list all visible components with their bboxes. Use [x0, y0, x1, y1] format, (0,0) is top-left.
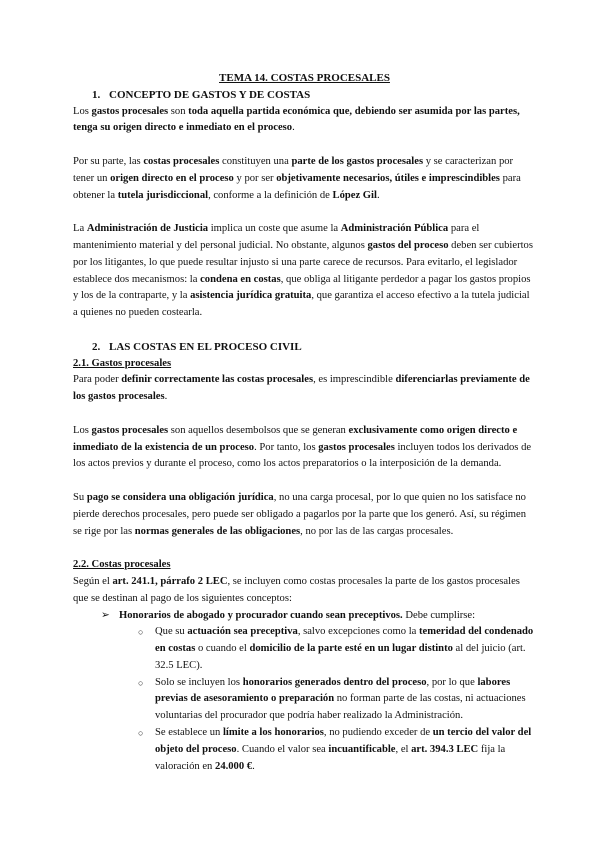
- section-title: LAS COSTAS EN EL PROCESO CIVIL: [109, 340, 302, 353]
- list-item: ➢ Honorarios de abogado y procurador cuando sean preceptivos. Debe cumplirse: ○ Que su actuación sea preceptiva, salvo excepciones como la temeridad del condenado en costas o cuando el domicilio de la parte esté en un lugar distinto al del juicio (art. 32.5 LEC). ○ Solo se incluyen los honorarios generados dentro del proceso, por lo que labores previas de asesoramiento o preparación no forman parte de las costas, ni actuaciones voluntarias del procurador que podría haber realizado la Administración. ○ Se establece un límite a los honorarios, no pudiendo exceder de un tercio del valor del objeto del proceso. Cuando el valor sea incuantificable, el art. 394.3 LEC fija la valoración en 24.000 €.: [101, 608, 536, 776]
- circle-bullet-icon: ○: [138, 627, 144, 638]
- paragraph: Según el art. 241.1, párrafo 2 LEC, se incluyen como costas procesales la parte de los gastos procesales que se destinan al pago de los siguientes conceptos:: [73, 575, 520, 604]
- paragraph: Su pago se considera una obligación jurídica, no una carga procesal, por lo que quien no los satisface no pierde derechos procesales, pero puede ser obligado a pagarlos por la parte que los generó. Así, su régimen se rige por las normas generales de las obligaciones, no por las de las cargas procesales.: [73, 491, 527, 537]
- list-item: ○ Solo se incluyen los honorarios generados dentro del proceso, por lo que labores previas de asesoramiento o preparación no forman parte de las costas, ni actuaciones voluntarias del procurador que podría haber realizado la Administración.: [138, 676, 526, 722]
- section-number: 1.: [92, 88, 101, 101]
- section-1-heading: [73, 87, 536, 104]
- paragraph: Los gastos procesales son toda aquella partida económica que, debiendo ser asumida por las partes, tenga su origen directo e inmediato en el proceso.: [73, 105, 520, 134]
- arrow-bullet-icon: ➢: [101, 609, 110, 621]
- list-item: ○ Se establece un límite a los honorarios, no pudiendo exceder de un tercio del valor del objeto del proceso. Cuando el valor sea incuantificable, el art. 394.3 LEC fija la valoración en 24.000 €.: [138, 727, 532, 772]
- document-title: TEMA 14. COSTAS PROCESALES: [219, 72, 390, 84]
- circle-bullet-icon: ○: [138, 728, 144, 739]
- sub-bullet-list: [119, 624, 536, 775]
- bullet-list: [73, 608, 536, 776]
- paragraph: La Administración de Justicia implica un coste que asume la Administración Pública para el mantenimiento material y del personal judicial. No obstante, algunos gastos del proceso deben ser cubiertos por los litigantes, lo que puede resultar injusto si una parte carece de recursos. Para evitarlo, el legislador establece dos mecanismos: la condena en costas, que obliga al litigante perdedor a pagar los gastos propios y los de la contraparte, y la asistencia jurídica gratuita, que garantiza el acceso efectivo a la tutela judicial a quienes no pueden costearla.: [73, 223, 533, 319]
- section-2-heading: [73, 339, 536, 356]
- paragraph: Por su parte, las costas procesales constituyen una parte de los gastos procesales y se caracterizan por tener un origen directo en el proceso y por ser objetivamente necesarios, útiles e imprescindibles para obtener la tutela jurisdiccional, conforme a la definición de López Gil.: [73, 155, 521, 201]
- circle-bullet-icon: ○: [138, 677, 144, 688]
- subsection-2-1-heading: 2.1. Gastos procesales: [73, 357, 172, 369]
- subsection-2-2-heading: 2.2. Costas procesales: [73, 559, 171, 571]
- paragraph: Los gastos procesales son aquellos desembolsos que se generan exclusivamente como origen directo e inmediato de la existencia de un proceso. Por tanto, los gastos procesales incluyen todos los derivados de los actos previos y durante el proceso, como los actos preparatorios o la interposición de la demanda.: [73, 424, 532, 470]
- section-title: CONCEPTO DE GASTOS Y DE COSTAS: [109, 88, 311, 101]
- paragraph: Para poder definir correctamente las costas procesales, es imprescindible diferenciarlas previamente de los gastos procesales.: [73, 374, 530, 403]
- list-item: ○ Que su actuación sea preceptiva, salvo excepciones como la temeridad del condenado en costas o cuando el domicilio de la parte esté en un lugar distinto al del juicio (art. 32.5 LEC).: [138, 626, 534, 671]
- section-number: 2.: [92, 340, 101, 353]
